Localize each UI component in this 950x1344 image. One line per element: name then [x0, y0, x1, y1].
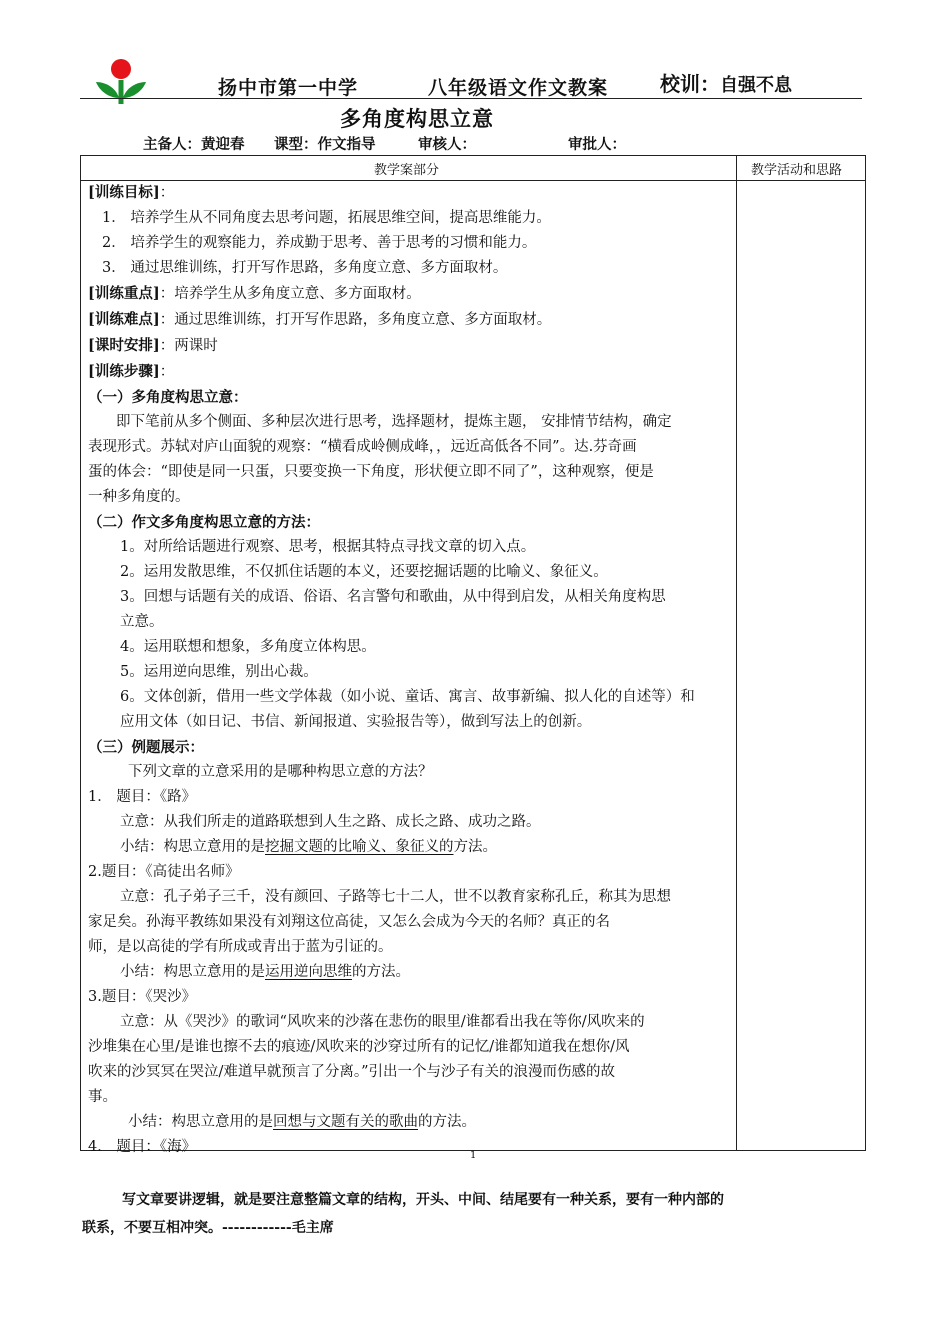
column-header-activities: 教学活动和思路	[751, 163, 843, 178]
approver-label: 审批人：	[568, 136, 626, 153]
header-divider	[80, 98, 862, 99]
quote-line: 联系，不要互相冲突。------------毛主席	[82, 1220, 334, 1236]
example-3-summary: 小结：构思立意用的是回想与文题有关的歌曲的方法。	[128, 1114, 476, 1130]
example-3-idea: 立意：从《哭沙》的歌词“风吹来的沙落在悲伤的眼里/谁都看出我在等你/风吹来的	[120, 1014, 645, 1030]
lesson-type-label: 课型：作文指导	[274, 136, 376, 153]
document-type: 八年级语文作文教案	[428, 77, 609, 99]
section-3-heading: （三）例题展示：	[88, 739, 204, 756]
example-1-idea: 立意：从我们所走的道路联想到人生之路、成长之路、成功之路。	[120, 814, 541, 830]
method-item: 1。对所给话题进行观察、思考，根据其特点寻找文章的切入点。	[120, 539, 536, 555]
paragraph-line: 蛋的体会：“即使是同一只蛋，只要变换一下角度，形状便立即不同了”，这种观察，便是	[88, 464, 654, 480]
column-header-plan: 教学案部分	[374, 163, 440, 178]
goal-item: 3． 通过思维训练，打开写作思路，多角度立意、多方面取材。	[102, 260, 508, 276]
section-2-heading: （二）作文多角度构思立意的方法：	[88, 514, 320, 531]
example-3-title: 3.题目：《哭沙》	[88, 989, 197, 1005]
method-item-continued: 应用文体（如日记、书信、新闻报道、实验报告等），做到写法上的创新。	[120, 714, 592, 730]
column-divider	[736, 156, 737, 1150]
method-item: 3。回想与话题有关的成语、俗语、名言警句和歌曲，从中得到启发，从相关角度构思	[120, 589, 666, 605]
reviewer-label: 审核人：	[418, 136, 476, 153]
paragraph-line: 沙堆集在心里/是谁也擦不去的痕迹/风吹来的沙穿过所有的记忆/谁都知道我在想你/风	[88, 1039, 630, 1055]
paragraph-line: 一种多角度的。	[88, 489, 190, 505]
section-1-heading: （一）多角度构思立意：	[88, 389, 248, 406]
example-1-title: 1． 题目：《路》	[88, 789, 197, 805]
paragraph-line: 家足矣。孙海平教练如果没有刘翔这位高徒，又怎么会成为今天的名师？真正的名	[88, 914, 610, 930]
footer-quote	[82, 1186, 862, 1242]
paragraph-line: 即下笔前从多个侧面、多种层次进行思考，选择题材，提炼主题， 安排情节结构，确定	[116, 414, 672, 430]
example-4-title: 4． 题目：《海》	[88, 1139, 197, 1155]
motto-text: 自强不息	[720, 75, 792, 96]
paragraph-line: 事。	[88, 1089, 117, 1105]
example-2-idea: 立意：孔子弟子三千，没有颜回、子路等七十二人，世不以教育家称孔丘，称其为思想	[120, 889, 671, 905]
method-item: 5。运用逆向思维，别出心裁。	[120, 664, 318, 680]
page-number: 1	[470, 1150, 477, 1161]
quote-line: 写文章要讲逻辑，就是要注意整篇文章的结构，开头、中间、结尾要有一种关系，要有一种内部的	[122, 1192, 724, 1208]
paragraph-line: 吹来的沙冥冥在哭泣/难道早就预言了分离。”引出一个与沙子有关的浪漫而伤感的故	[88, 1064, 616, 1080]
training-key-point: [训练重点]：培养学生从多角度立意、多方面取材。	[88, 285, 421, 302]
motto-label: 校训：	[660, 72, 720, 96]
preparer-label: 主备人：黄迎春	[143, 136, 245, 153]
example-2-summary: 小结：构思立意用的是运用逆向思维的方法。	[120, 964, 410, 980]
paragraph-line: 师，是以高徒的学有所成或青出于蓝为引证的。	[88, 939, 393, 955]
goal-item: 2． 培养学生的观察能力，养成勤于思考、善于思考的习惯和能力。	[102, 235, 537, 251]
example-intro: 下列文章的立意采用的是哪种构思立意的方法？	[128, 764, 433, 780]
example-2-title: 2.题目：《高徒出名师》	[88, 864, 240, 880]
method-item: 2。运用发散思维，不仅抓住话题的本义，还要挖掘话题的比喻义、象征义。	[120, 564, 608, 580]
page-title: 多角度构思立意	[340, 106, 494, 131]
class-hours: [课时安排]：两课时	[88, 337, 218, 354]
training-goal-heading: [训练目标]：	[88, 184, 175, 201]
example-1-summary: 小结：构思立意用的是挖掘文题的比喻义、象征义的方法。	[120, 839, 497, 855]
training-steps-heading: [训练步骤]：	[88, 363, 175, 380]
page-header	[94, 58, 862, 102]
method-item: 6。文体创新，借用一些文学体裁（如小说、童话、寓言、故事新编、拟人化的自述等）和	[120, 689, 695, 705]
goal-item: 1． 培养学生从不同角度去思考问题，拓展思维空间，提高思维能力。	[102, 210, 551, 226]
school-name: 扬中市第一中学	[218, 77, 359, 99]
paragraph-line: 表现形式。苏轼对庐山面貌的观察：“横看成岭侧成峰，，远近高低各不同”。达.芬奇画	[88, 439, 637, 455]
training-difficulty: [训练难点]：通过思维训练，打开写作思路，多角度立意、多方面取材。	[88, 311, 552, 328]
method-item: 4。运用联想和想象，多角度立体构思。	[120, 639, 376, 655]
lesson-content	[88, 180, 730, 1160]
method-item-continued: 立意。	[120, 614, 164, 630]
